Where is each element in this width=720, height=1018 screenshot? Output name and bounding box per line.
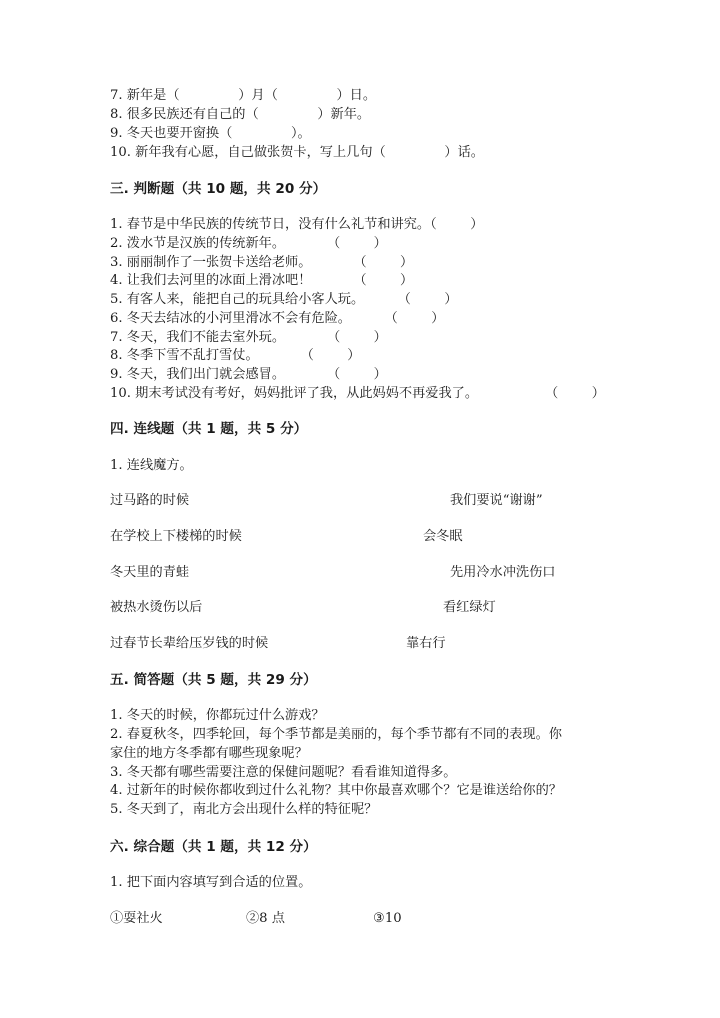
short-answer-line: 1. 冬天的时候，你都玩过什么游戏？ bbox=[110, 708, 325, 723]
matching-right-item: 看红绿灯 bbox=[443, 600, 496, 615]
judge-item-3: 3. 丽丽制作了一张贺卡送给老师。 （ ） bbox=[110, 255, 414, 270]
judge-item-6: 6. 冬天去结冰的小河里滑冰不会有危险。 （ ） bbox=[110, 311, 445, 326]
matching-left-item: 过马路的时候 bbox=[110, 493, 190, 508]
short-answer-line: 5. 冬天到了，南北方会出现什么样的特征呢？ bbox=[110, 802, 378, 817]
matching-left-item: 在学校上下楼梯的时候 bbox=[110, 529, 242, 544]
section-short-answer-title: 五. 简答题（共 5 题，共 29 分） bbox=[110, 672, 317, 688]
judge-item-8: 8. 冬季下雪不乱打雪仗。 （ ） bbox=[110, 348, 361, 363]
judge-item-9: 9. 冬天，我们出门就会感冒。 （ ） bbox=[110, 367, 387, 382]
matching-right-item: 会冬眠 bbox=[423, 529, 463, 544]
matching-right-item: 靠右行 bbox=[406, 636, 446, 651]
short-answer-line: 家住的地方冬季都有哪些现象呢？ bbox=[110, 746, 308, 761]
section-judge-title: 三. 判断题（共 10 题，共 20 分） bbox=[110, 181, 327, 197]
judge-item-2: 2. 泼水节是汉族的传统新年。 （ ） bbox=[110, 236, 387, 251]
judge-item-5: 5. 有客人来，能把自己的玩具给小客人玩。 （ ） bbox=[110, 292, 458, 307]
fill-blank-item-8: 8. 很多民族还有自己的（ ）新年。 bbox=[110, 107, 371, 122]
matching-right-item: 先用冷水冲洗伤口 bbox=[450, 565, 556, 580]
fill-blank-item-9: 9. 冬天也要开窗换（ ）。 bbox=[110, 126, 311, 141]
judge-item-4: 4. 让我们去河里的冰面上滑冰吧！ （ ） bbox=[110, 273, 414, 288]
comprehensive-option: ③10 bbox=[373, 911, 402, 926]
comprehensive-option: ①耍社火 bbox=[110, 911, 163, 926]
judge-item-1: 1. 春节是中华民族的传统节日，没有什么礼节和讲究。（ ） bbox=[110, 217, 484, 232]
section-comprehensive-title: 六. 综合题（共 1 题，共 12 分） bbox=[110, 839, 317, 855]
short-answer-line: 4. 过新年的时候你都收到过什么礼物？其中你最喜欢哪个？它是谁送给你的？ bbox=[110, 783, 562, 798]
judge-item-10: 10. 期末考试没有考好，妈妈批评了我，从此妈妈不再爱我了。 bbox=[110, 386, 479, 401]
section-matching-title: 四. 连线题（共 1 题，共 5 分） bbox=[110, 421, 308, 437]
fill-blank-item-7: 7. 新年是（ ）月（ ）日。 bbox=[110, 88, 377, 103]
short-answer-line: 2. 春夏秋冬，四季轮回，每个季节都是美丽的，每个季节都有不同的表现。你 bbox=[110, 727, 562, 742]
comprehensive-option: ②8 点 bbox=[246, 911, 285, 926]
matching-right-item: 我们要说“谢谢” bbox=[450, 493, 543, 508]
matching-left-item: 被热水烫伤以后 bbox=[110, 600, 203, 615]
matching-prompt: 1. 连线魔方。 bbox=[110, 458, 193, 473]
judge-item-7: 7. 冬天，我们不能去室外玩。 （ ） bbox=[110, 330, 387, 345]
matching-left-item: 冬天里的青蛙 bbox=[110, 565, 190, 580]
fill-blank-item-10: 10. 新年我有心愿，自己做张贺卡，写上几句（ ）话。 bbox=[110, 145, 484, 160]
matching-left-item: 过春节长辈给压岁钱的时候 bbox=[110, 636, 269, 651]
judge-item-10-answer: （ ） bbox=[545, 386, 605, 401]
comprehensive-prompt: 1. 把下面内容填写到合适的位置。 bbox=[110, 875, 312, 890]
short-answer-line: 3. 冬天都有哪些需要注意的保健问题呢？看看谁知道得多。 bbox=[110, 765, 457, 780]
